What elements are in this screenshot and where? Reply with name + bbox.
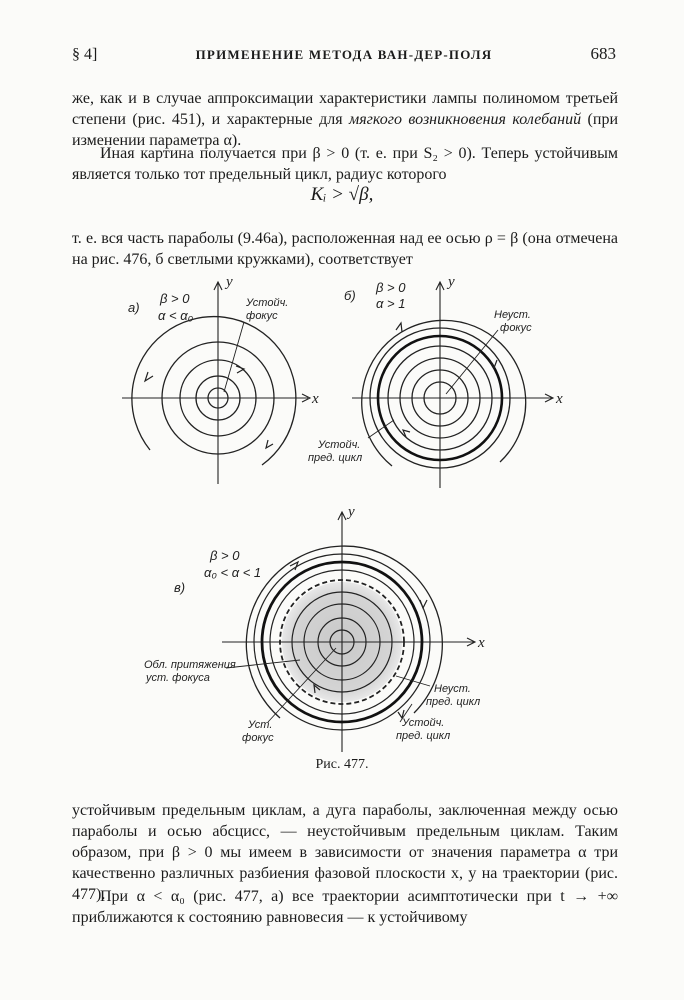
panel-c-stable-label-2: пред. цикл bbox=[396, 730, 451, 742]
paragraph-4: устойчивым предельным циклам, а дуга параболы, заключенная между осью параболы и осью абсцисс, — неустойчивым предельным циклам. Таким образом, при β > 0 мы имеем в зависимости от значения параметра α три качественно различных разбиения фазовой плоскости x, y на траектории (рис. 477). bbox=[72, 802, 618, 903]
panel-b-letter: б) bbox=[344, 288, 356, 303]
paragraph-3: т. е. вся часть параболы (9.46а), расположенная над ее осью ρ = β (она отмечена на рис. 476, б светлыми кружками), соответствует bbox=[72, 230, 618, 268]
paragraph-1-emphasis: мягкого возникновения колебаний bbox=[348, 111, 582, 128]
panel-a-focus-leader bbox=[224, 322, 244, 392]
panel-a bbox=[122, 274, 319, 484]
panel-c-letter: в) bbox=[174, 580, 186, 595]
panel-b-cycle-label-1: Устойч. bbox=[318, 439, 361, 451]
paragraph-1-text-a: же, как и в случае аппроксимации характеристики лампы полиномом третьей степени (рис. 451), и характерные для bbox=[72, 90, 618, 128]
panel-a-focus-label-1: Устойч. bbox=[246, 297, 289, 309]
panel-a-flow-arrow-1 bbox=[145, 372, 153, 381]
panel-a-y-label: y bbox=[226, 274, 233, 290]
panel-a-condition-2: α < α₀ bbox=[158, 308, 194, 323]
panel-b-cycle-label-2: пред. цикл bbox=[308, 452, 363, 464]
panel-c-x-label: x bbox=[478, 635, 485, 651]
panel-c bbox=[144, 504, 485, 752]
panel-b-focus-label-1: Неуст. bbox=[494, 309, 531, 321]
running-title: ПРИМЕНЕНИЕ МЕТОДА ВАН-ДЕР-ПОЛЯ bbox=[195, 47, 493, 62]
panel-c-focus-label-1: Уст. bbox=[248, 719, 273, 731]
panel-a-focus-label-2: фокус bbox=[246, 310, 278, 322]
panel-a-outer-arc bbox=[132, 317, 296, 465]
panel-b-condition-1: β > 0 bbox=[376, 280, 406, 295]
panel-b bbox=[308, 274, 563, 488]
panel-c-basin-label-1: Обл. притяжения bbox=[144, 659, 236, 671]
panel-a-flow-arrow-2 bbox=[236, 366, 244, 373]
panel-a-letter: а) bbox=[128, 300, 140, 315]
formula-limit-cycle-radius: Kᵢ > √β, bbox=[310, 184, 374, 205]
panel-c-condition-2: α₀ < α < 1 bbox=[204, 565, 262, 580]
panel-c-unstable-label-2: пред. цикл bbox=[426, 696, 481, 708]
panel-a-flow-arrow-3 bbox=[266, 440, 273, 448]
panel-a-condition-1: β > 0 bbox=[160, 291, 190, 306]
figure-caption: Рис. 477. bbox=[315, 757, 369, 772]
panel-c-condition-1: β > 0 bbox=[210, 548, 240, 563]
paragraph-5: При α < α₀ (рис. 477, а) все траектории асимптотически при t → +∞ приближаются к состоянию равновесия — к устойчивому bbox=[72, 888, 618, 926]
panel-b-condition-2: α > 1 bbox=[376, 296, 406, 311]
panel-b-focus-label-2: фокус bbox=[500, 322, 532, 334]
page-number: 683 bbox=[590, 44, 616, 63]
panel-c-focus-label-2: фокус bbox=[242, 732, 274, 744]
section-number: § 4] bbox=[72, 46, 98, 63]
panel-c-y-label: y bbox=[348, 504, 355, 520]
panel-b-x-label: x bbox=[556, 391, 563, 407]
panel-a-x-label: x bbox=[312, 391, 319, 407]
panel-c-unstable-label-1: Неуст. bbox=[434, 683, 471, 695]
panel-c-stable-label-1: Устойч. bbox=[402, 717, 445, 729]
paragraph-1-text-b: (при изменении параметра α). bbox=[72, 111, 619, 149]
panel-c-basin-label-2: уст. фокуса bbox=[146, 672, 210, 684]
panel-b-flow-arrow-1 bbox=[396, 323, 402, 332]
panel-b-y-label: y bbox=[448, 274, 455, 290]
paragraph-2: Иная картина получается при β > 0 (т. е. при S₂ > 0). Теперь устойчивым является только тот предельный цикл, радиус которого bbox=[72, 145, 618, 183]
panel-c-flow-arrow-2 bbox=[420, 600, 427, 608]
